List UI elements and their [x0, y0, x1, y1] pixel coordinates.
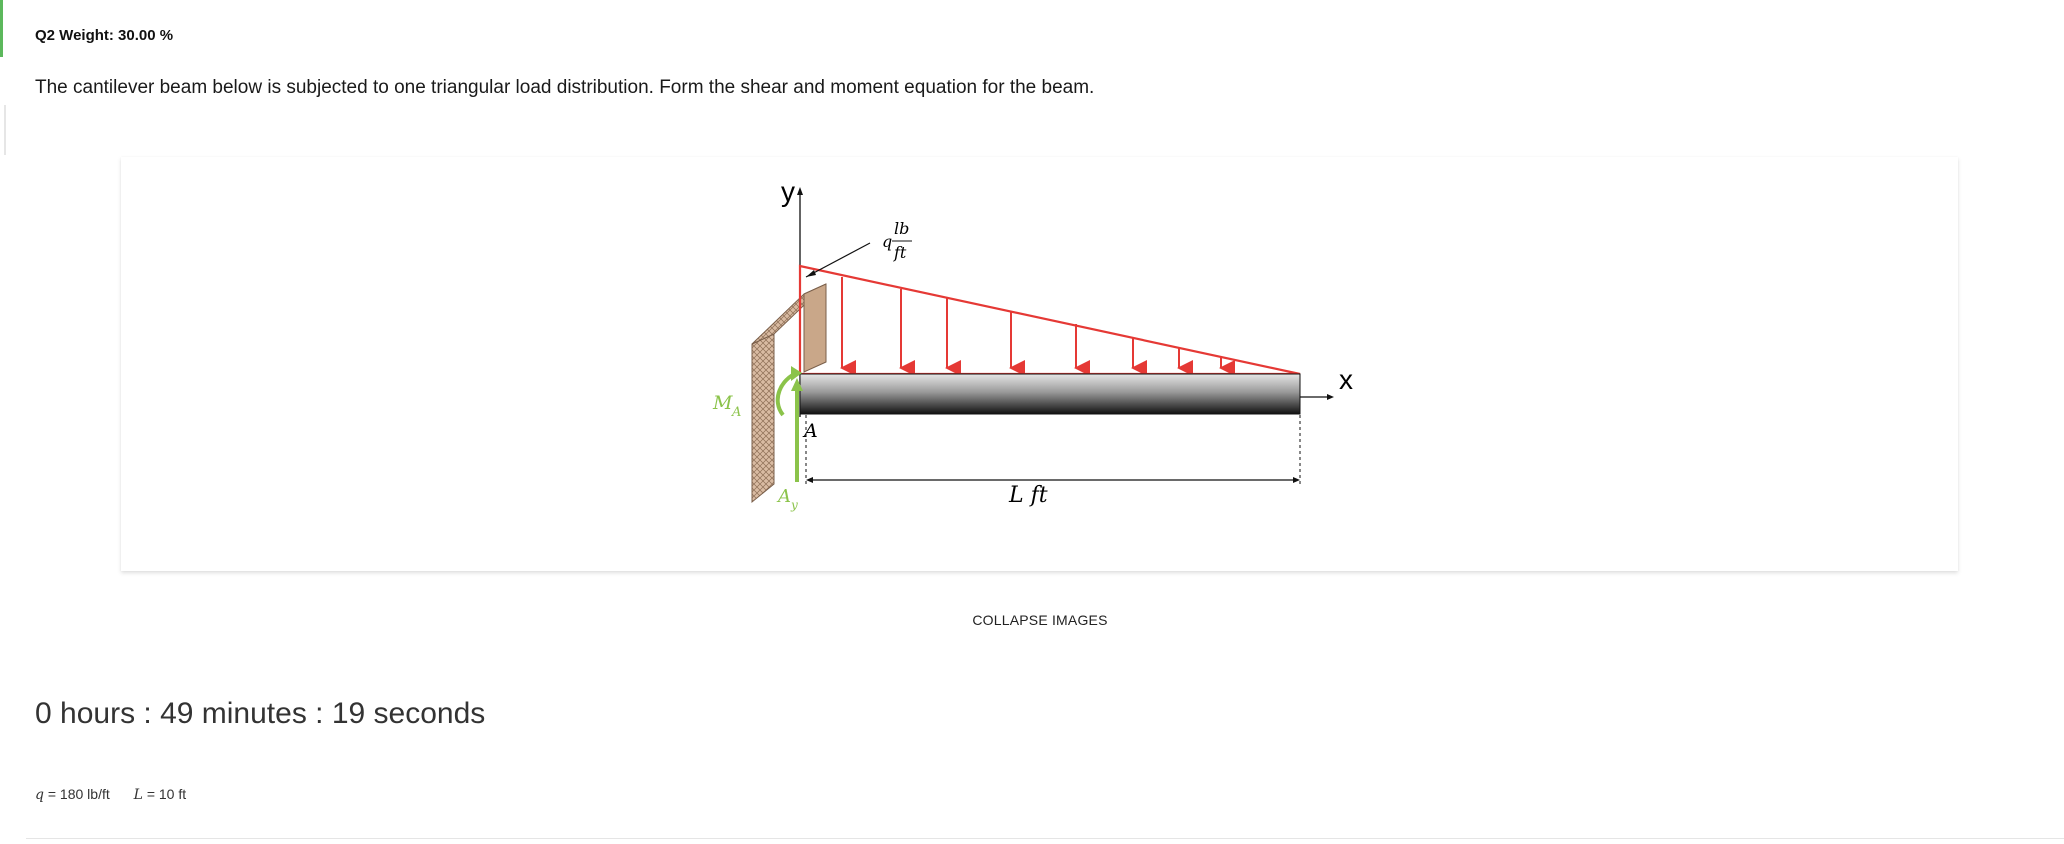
bottom-divider: [26, 838, 2064, 839]
x-axis-label: x: [1339, 364, 1353, 395]
beam-figure-card: [121, 157, 1958, 571]
collapse-images-button[interactable]: COLLAPSE IMAGES: [940, 608, 1140, 632]
param-q-value: = 180 lb/ft: [43, 786, 110, 802]
param-l-symbol: L: [133, 787, 143, 803]
reaction-label: A: [778, 486, 791, 507]
moment-reaction-arc: [778, 373, 797, 415]
point-a-label: A: [804, 420, 818, 442]
triangular-load-outline: [800, 266, 1300, 374]
dimension-arrow-left: [806, 477, 813, 483]
load-label-leader: [806, 243, 870, 277]
param-q-symbol: q: [35, 787, 44, 803]
x-axis-arrow: [1327, 394, 1334, 400]
countdown-timer: 0 hours : 49 minutes : 19 seconds: [35, 697, 486, 730]
reaction-label-subscript: y: [791, 498, 798, 512]
load-arrows: [842, 277, 1221, 368]
load-symbol: q: [882, 232, 893, 251]
param-q: [35, 786, 110, 802]
left-divider: [4, 105, 6, 155]
load-unit-numerator: lb: [894, 219, 910, 238]
y-axis-arrow: [797, 187, 803, 195]
moment-label-subscript: A: [732, 405, 742, 420]
cantilever-beam: [800, 374, 1300, 414]
length-label: L ft: [1009, 483, 1048, 508]
question-weight: Q2 Weight: 30.00 %: [35, 27, 174, 44]
question-text: The cantilever beam below is subjected to one triangular load distribution. Form the shear and moment equation for the beam.: [35, 77, 1095, 98]
question-accent-bar: [0, 0, 3, 57]
load-unit-denominator: ft: [894, 243, 907, 262]
given-parameters: [35, 786, 206, 803]
load-leader-arrowhead: [806, 270, 816, 277]
param-l: [134, 786, 187, 802]
moment-label: M: [713, 392, 733, 414]
dimension-arrow-right: [1293, 477, 1300, 483]
y-axis-label: y: [781, 176, 795, 207]
cantilever-beam-diagram: [121, 157, 1958, 571]
param-l-value: = 10 ft: [142, 786, 187, 802]
